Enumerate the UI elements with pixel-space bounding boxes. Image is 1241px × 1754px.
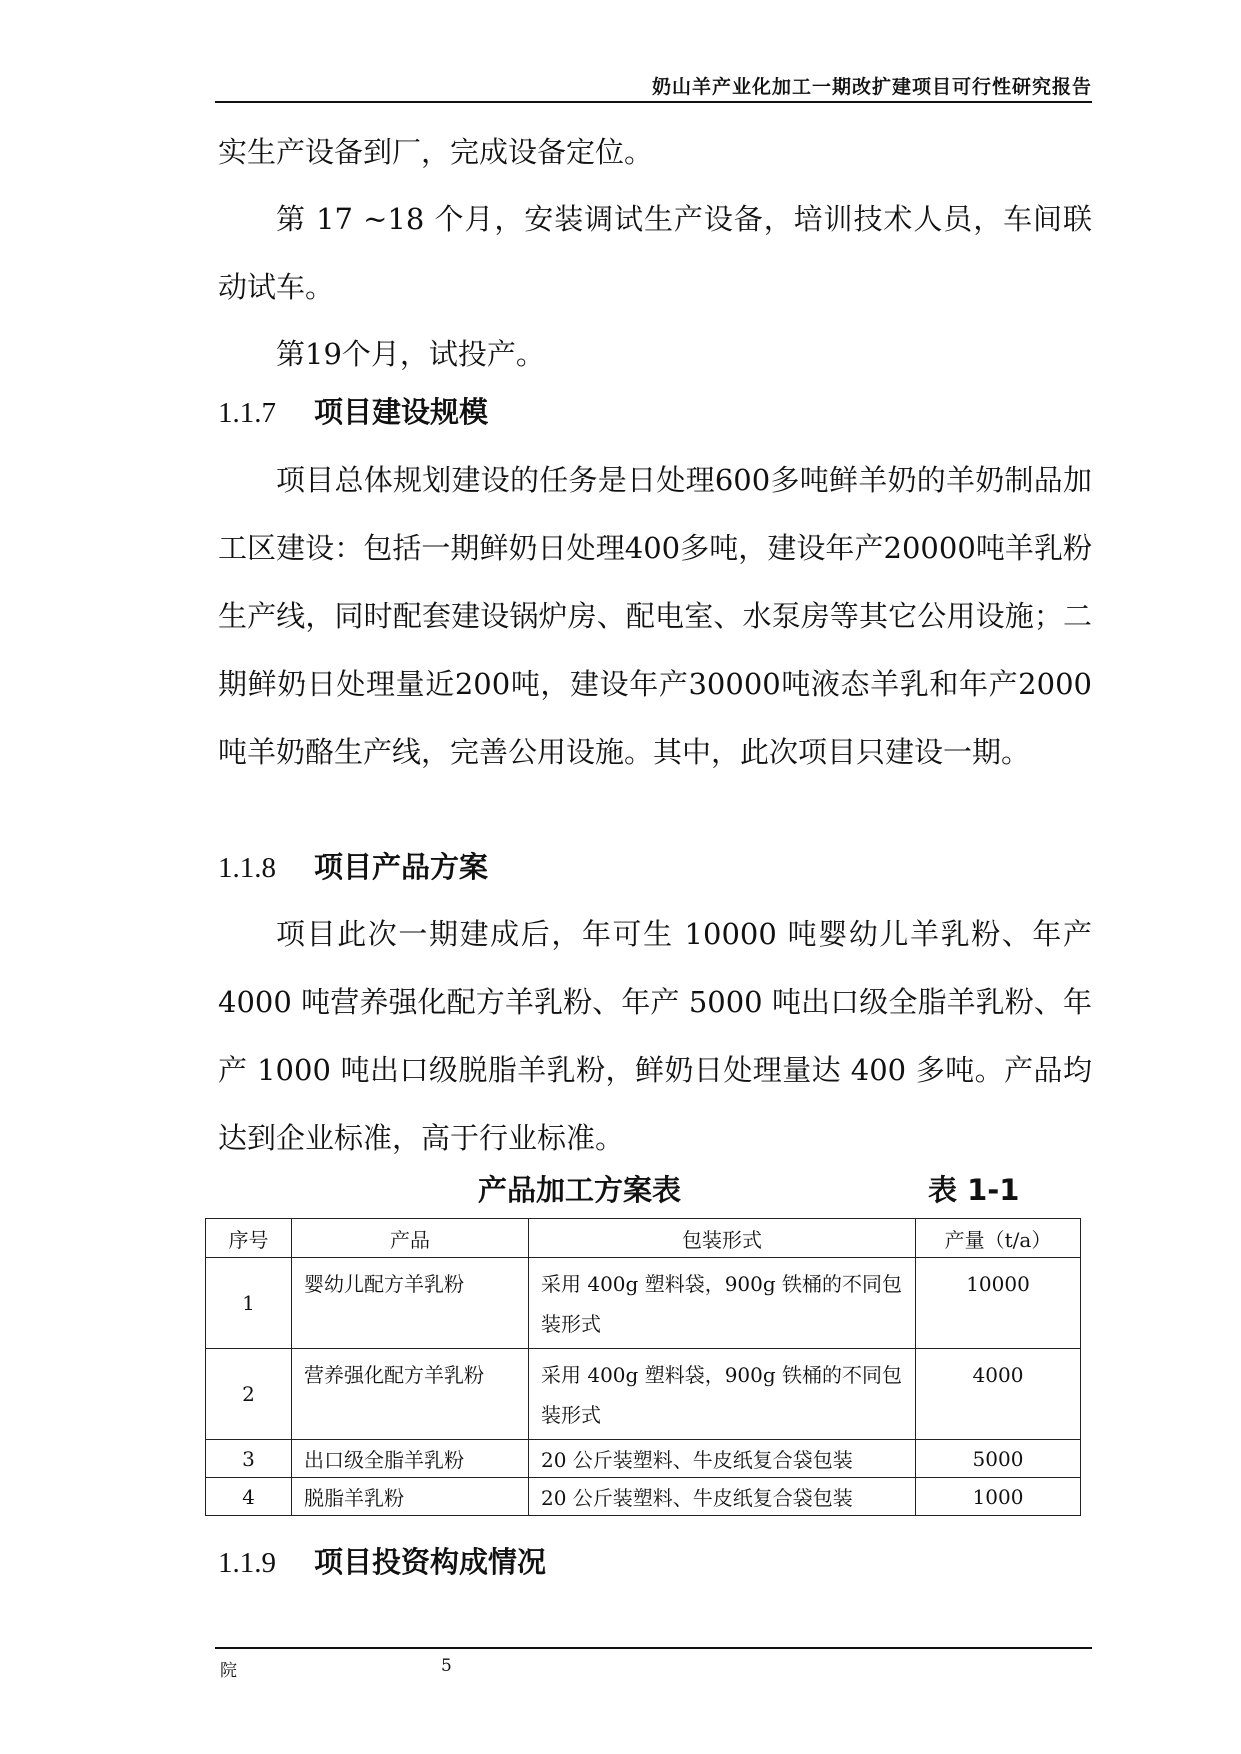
cell-no: 2 [206, 1349, 292, 1440]
cell-product: 营养强化配方羊乳粉 [292, 1349, 529, 1440]
section-title: 项目建设规模 [314, 395, 489, 429]
footer-rule [215, 1647, 1092, 1649]
column-header-product: 产品 [292, 1219, 529, 1258]
section-number: 1.1.8 [218, 852, 276, 884]
table-header-row [206, 1219, 1081, 1258]
table-title: 产品加工方案表 [478, 1173, 682, 1207]
cell-packaging: 20 公斤装塑料、牛皮纸复合袋包装 [529, 1440, 916, 1478]
footer-institution: 院 [220, 1661, 237, 1681]
column-header-packaging: 包装形式 [529, 1219, 916, 1258]
table-row [206, 1258, 1081, 1349]
header-rule [215, 101, 1092, 103]
section-heading-1-1-9 [218, 1540, 546, 1584]
cell-output: 4000 [916, 1349, 1081, 1440]
cell-product: 脱脂羊乳粉 [292, 1478, 529, 1516]
paragraph-schedule-17-18: 第 17 ~18 个月，安装调试生产设备，培训技术人员，车间联动试车。 [218, 202, 1092, 304]
section-number: 1.1.9 [218, 1547, 276, 1579]
cell-no: 1 [206, 1258, 292, 1349]
section-number: 1.1.7 [218, 397, 276, 429]
section-heading-1-1-8 [218, 845, 488, 889]
column-header-no: 序号 [206, 1219, 292, 1258]
section-title: 项目产品方案 [314, 850, 489, 884]
paragraph-continuation: 实生产设备到厂，完成设备定位。 [218, 135, 654, 169]
cell-no: 3 [206, 1440, 292, 1478]
cell-no: 4 [206, 1478, 292, 1516]
section-title: 项目投资构成情况 [314, 1545, 547, 1579]
cell-product: 婴幼儿配方羊乳粉 [292, 1258, 529, 1349]
paragraph-product-plan: 项目此次一期建成后，年可生 10000 吨婴幼儿羊乳粉、年产 4000 吨营养强化配方羊乳粉、年产 5000 吨出口级全脂羊乳粉、年产 1000 吨出口级脱脂羊乳粉，鲜奶日处理量达 400 多吨。产品均达到企业标准，高于行业标准。 [218, 917, 1092, 1155]
product-plan-table [205, 1218, 1081, 1516]
cell-output: 1000 [916, 1478, 1081, 1516]
cell-packaging: 采用 400g 塑料袋，900g 铁桶的不同包装形式 [529, 1349, 916, 1440]
cell-packaging: 采用 400g 塑料袋，900g 铁桶的不同包装形式 [529, 1258, 916, 1349]
table-row [206, 1478, 1081, 1516]
table-row [206, 1440, 1081, 1478]
cell-output: 5000 [916, 1440, 1081, 1478]
section-heading-1-1-7 [218, 390, 488, 434]
paragraph-schedule-19: 第19个月，试投产。 [276, 337, 545, 371]
table-number: 表 1-1 [928, 1173, 1020, 1207]
running-header: 奶山羊产业化加工一期改扩建项目可行性研究报告 [651, 76, 1092, 98]
cell-output: 10000 [916, 1258, 1081, 1349]
cell-packaging: 20 公斤装塑料、牛皮纸复合袋包装 [529, 1478, 916, 1516]
column-header-output: 产量（t/a） [916, 1219, 1081, 1258]
table-row [206, 1349, 1081, 1440]
page-number: 5 [441, 1656, 452, 1676]
paragraph-construction-scale: 项目总体规划建设的任务是日处理600多吨鲜羊奶的羊奶制品加工区建设：包括一期鲜奶日处理400多吨，建设年产20000吨羊乳粉生产线，同时配套建设锅炉房、配电室、水泵房等其它公用设施；二期鲜奶日处理量近200吨，建设年产30000吨液态羊乳和年产2000吨羊奶酪生产线，完善公用设施。其中，此次项目只建设一期。 [218, 463, 1092, 769]
cell-product: 出口级全脂羊乳粉 [292, 1440, 529, 1478]
